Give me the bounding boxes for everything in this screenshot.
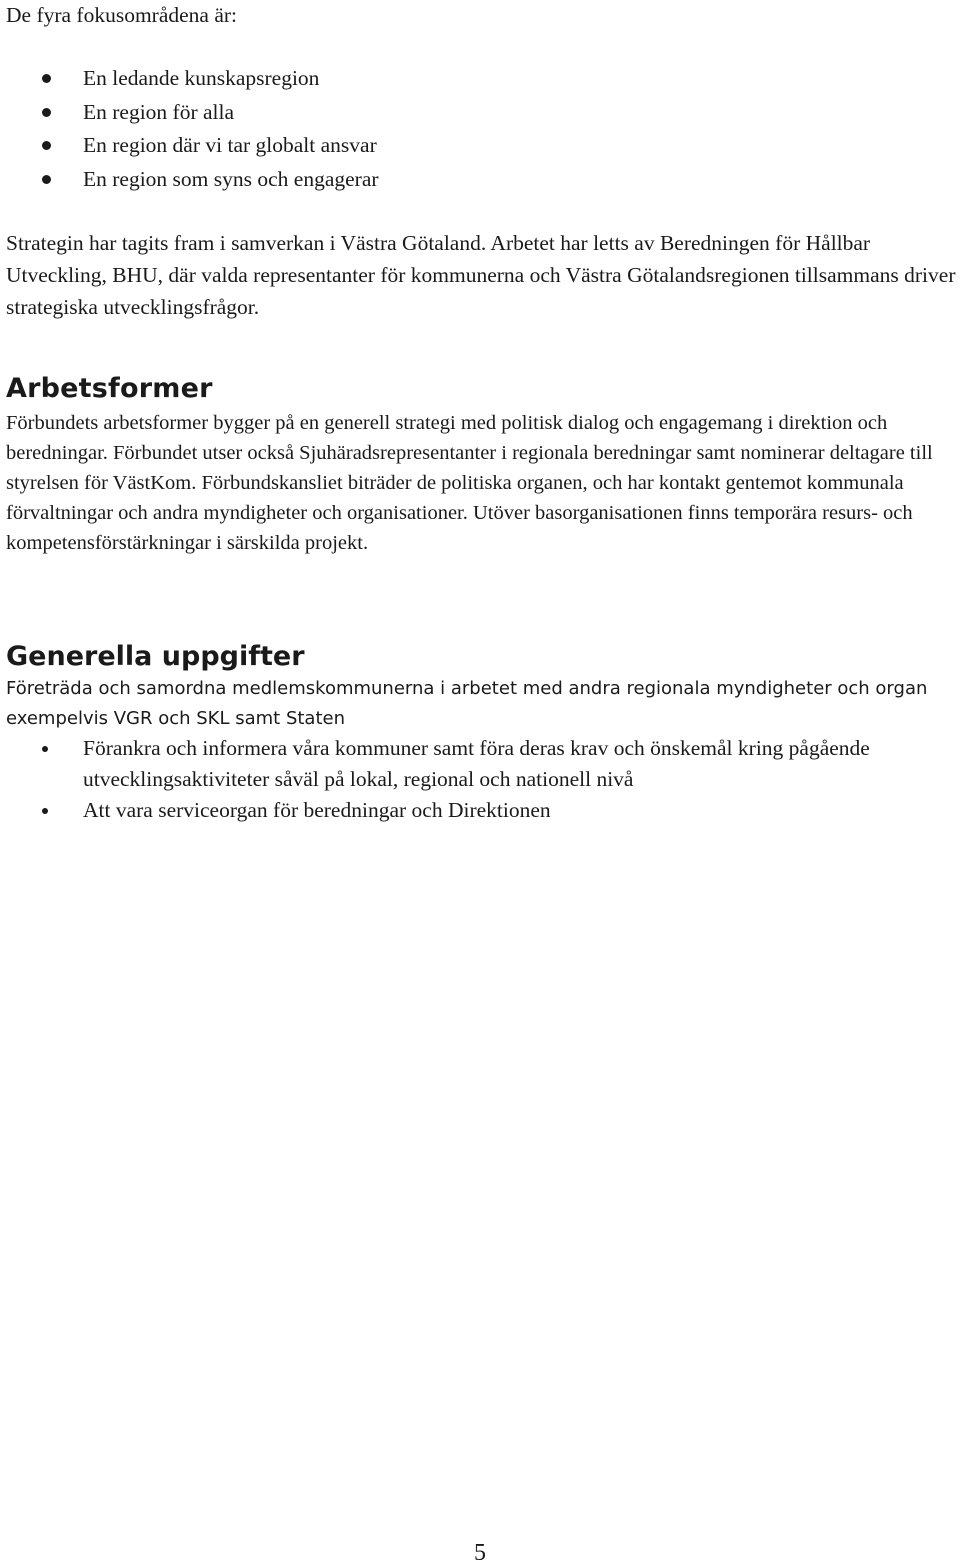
focus-area-label: En region för alla <box>83 99 235 124</box>
intro-text: De fyra fokusområdena är: <box>6 3 238 27</box>
generella-uppgifter-intro: Företräda och samordna medlemskommunerna i arbetet med andra regionala myndigheter och organ exempelvis VGR och SKL samt Staten <box>6 678 928 729</box>
list-item <box>0 130 379 164</box>
bullet-icon <box>42 175 51 184</box>
focus-area-label: En region som syns och engagerar <box>83 166 379 191</box>
task-label: Att vara serviceorgan för beredningar och Direktionen <box>83 798 551 822</box>
focus-area-list <box>0 63 379 197</box>
bullet-icon <box>42 808 48 814</box>
bullet-icon <box>42 108 51 117</box>
list-item <box>0 164 379 198</box>
focus-area-label: En ledande kunskapsregion <box>83 66 320 90</box>
arbetsformer-paragraph: Förbundets arbetsformer bygger på en generell strategi med politisk dialog och engagemang i direktion och beredningar. Förbundet utser också Sjuhäradsrepresentanter i regionala beredningar samt nominerar deltagare till styrelsen för VästKom. Förbundskansliet biträder de politiska organen, och har kontakt gentemot kommunala förvaltningar och andra myndigheter och organisationer. Utöver basorganisationen finns temporära resurs- och kompetensförstärkningar i särskilda projekt. <box>6 412 933 554</box>
bullet-icon <box>42 74 51 83</box>
list-item <box>0 795 930 826</box>
list-item <box>0 97 379 131</box>
list-item <box>0 63 379 97</box>
page-number: 5 <box>474 1540 486 1566</box>
bullet-icon <box>42 141 51 150</box>
bullet-icon <box>42 746 48 752</box>
strategy-paragraph: Strategin har tagits fram i samverkan i Västra Götaland. Arbetet har letts av Beredningen för Hållbar Utveckling, BHU, där valda representanter för kommunerna och Västra Götalandsregionen tillsammans driver strategiska utvecklingsfrågor. <box>6 231 956 319</box>
section-heading-arbetsformer: Arbetsformer <box>6 373 213 404</box>
task-label: Förankra och informera våra kommuner samt föra deras krav och önskemål kring pågående utvecklingsaktiviteter såväl på lokal, regional och nationell nivå <box>83 736 870 791</box>
section-heading-generella-uppgifter: Generella uppgifter <box>6 641 305 672</box>
focus-area-label: En region där vi tar globalt ansvar <box>83 133 377 157</box>
list-item <box>0 733 930 795</box>
task-list <box>0 733 930 826</box>
